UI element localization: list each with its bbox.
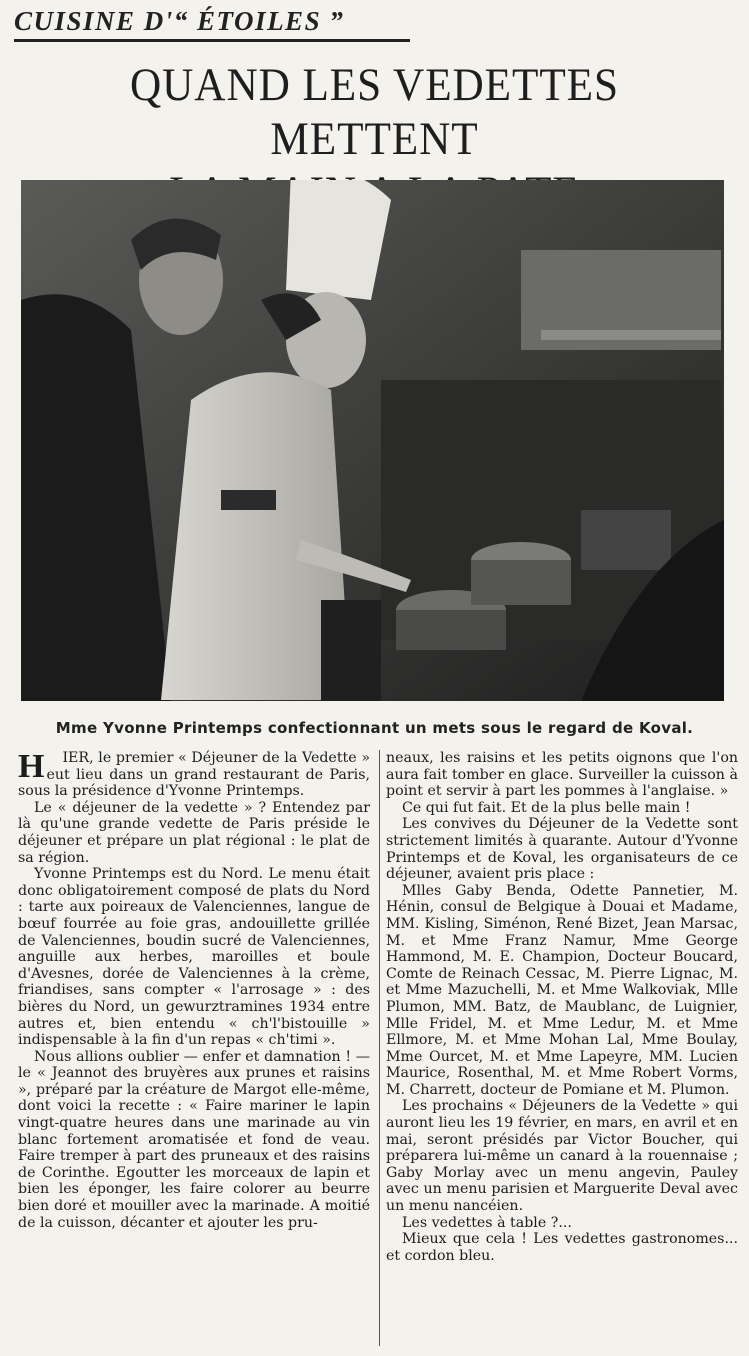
- paragraph: Mieux que cela ! Les vedettes gastronomes... et cordon bleu.: [386, 1231, 738, 1264]
- guest-list: Mlles Gaby Benda, Odette Pannetier, M. Hénin, consul de Belgique à Douai et Madame, MM. Kisling, Siménon, René Bizet, Jean Marsac, M. et Mme Franz Namur, Mme George Hammond, M. E. Champion, Docteur Boucard, Comte de Reinach Cessac, M. Pierre Lignac, M. et Mme Mazuchelli, M. et Mme Walkoviak, Mlle Plumon, MM. Batz, de Maublanc, de Luignier, Mlle Fridel, M. et Mme Ledur, M. et Mme Ellmore, M. et Mme Mohan Lal, Mme Boulay, Mme Ourcet, M. et Mme Lapeyre, MM. Lucien Maurice, Rosenthal, M. et Mme Robert Vorms, M. Charrett, docteur de Pomiane et M. Plumon.: [386, 882, 738, 1098]
- paragraph: Le « déjeuner de la vedette » ? Entendez par là qu'une grande vedette de Paris préside le déjeuner et prépare un plat régional : le plat de sa région.: [18, 799, 370, 866]
- photo-caption: Mme Yvonne Printemps confectionnant un mets sous le regard de Koval.: [55, 719, 694, 737]
- lead-paragraph: [18, 750, 370, 800]
- photo-illustration: [21, 180, 724, 701]
- paragraph: Les prochains « Déjeuners de la Vedette » qui auront lieu les 19 février, en mars, en avril et en mai, seront présidés par Victor Boucher, qui préparera lui-même un canard à la rouennaise ; Gaby Morlay avec un menu angevin, Pauley avec un menu parisien et Marguerite Deval avec un menu nancéien.: [386, 1098, 738, 1215]
- paragraph: Ce qui fut fait. Et de la plus belle main !: [402, 799, 691, 816]
- article-column-right: [386, 750, 738, 1264]
- paragraph: Les convives du Déjeuner de la Vedette sont strictement limités à quarante. Autour d'Yvonne Printemps et de Koval, les organisateurs de ce déjeuner, avaient pris place :: [386, 816, 738, 883]
- lead-text: IER, le premier « Déjeuner de la Vedette » eut lieu dans un grand restaurant de Paris, sous la présidence d'Yvonne Printemps.: [18, 750, 370, 800]
- column-divider: [379, 750, 380, 1346]
- paragraph: Yvonne Printemps est du Nord. Le menu était donc obligatoirement composé de plats du Nord : tarte aux poireaux de Valenciennes, langue de bœuf fourrée au foie gras, andouillette grillée de Valenciennes, boudin sucré de Valenciennes, anguille aux herbes, maroilles et boule d'Avesnes, dorée de Valenciennes à la crème, friandises, sans compter « l'arrosage » : des bières du Nord, un gewurztramines 1934 entre autres et, bien entendu « ch'l'bistouille » indispensable à la fin d'un repas « ch'timi ».: [18, 866, 370, 1049]
- drop-cap: H: [18, 748, 45, 785]
- paragraph: Nous allions oublier — enfer et damnation ! — le « Jeannot des bruyères aux prunes et raisins », préparé par la créature de Margot elle-même, dont voici la recette : « Faire mariner le lapin vingt-quatre heures dans une marinade au vin blanc fortement aromatisée et fond de veau. Faire tremper à part des pruneaux et des raisins de Corinthe. Egoutter les morceaux de lapin et bien les éponger, les faire colorer au beurre bien doré et mouiller avec la marinade. A moitié de la cuisson, décanter et ajouter les pru-: [18, 1048, 370, 1231]
- section-kicker: CUISINE D'“ ÉTOILES ”: [14, 6, 410, 42]
- paragraph: neaux, les raisins et les petits oignons que l'on aura fait tomber en glace. Surveiller la cuisson à point et servir à part les pommes à l'anglaise. »: [386, 750, 738, 800]
- headline-line-1: QUAND LES VEDETTES METTENT: [130, 59, 619, 165]
- paragraph: Les vedettes à table ?...: [402, 1214, 572, 1231]
- article-column-left: [18, 750, 370, 1231]
- article-photo: [21, 180, 724, 701]
